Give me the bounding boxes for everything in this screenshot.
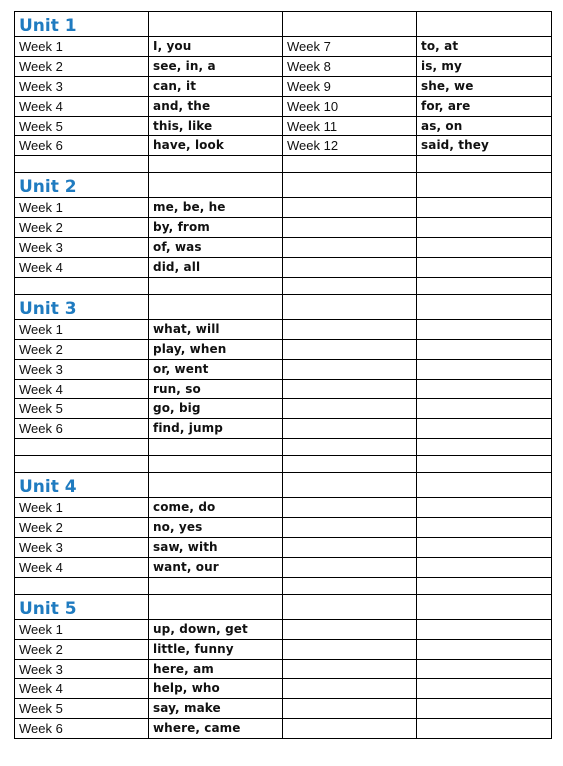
spacer-row <box>15 156 552 173</box>
empty-cell <box>283 439 417 456</box>
empty-cell <box>417 659 552 679</box>
empty-cell <box>15 456 149 473</box>
empty-cell <box>417 518 552 538</box>
empty-cell <box>283 339 417 359</box>
empty-cell <box>149 156 283 173</box>
empty-cell <box>149 577 283 594</box>
week-row <box>15 679 552 699</box>
empty-cell <box>283 619 417 639</box>
spacer-row <box>15 577 552 594</box>
week-row <box>15 498 552 518</box>
empty-cell <box>417 498 552 518</box>
empty-cell <box>417 619 552 639</box>
week-label: Week 1 <box>15 198 149 218</box>
empty-cell <box>149 594 283 619</box>
week-row <box>15 339 552 359</box>
empty-cell <box>149 439 283 456</box>
empty-cell <box>283 12 417 37</box>
empty-cell <box>283 557 417 577</box>
unit-header-row <box>15 294 552 319</box>
week-label: Week 6 <box>15 719 149 739</box>
week-label: Week 3 <box>15 76 149 96</box>
sight-words: is, my <box>417 56 552 76</box>
empty-cell <box>15 156 149 173</box>
empty-cell <box>417 218 552 238</box>
empty-cell <box>283 639 417 659</box>
week-row <box>15 96 552 116</box>
empty-cell <box>417 456 552 473</box>
empty-cell <box>283 238 417 258</box>
empty-cell <box>283 218 417 238</box>
empty-cell <box>417 258 552 278</box>
week-label: Week 4 <box>15 557 149 577</box>
spacer-row <box>15 277 552 294</box>
sight-words: up, down, get <box>149 619 283 639</box>
week-row <box>15 37 552 57</box>
empty-cell <box>149 473 283 498</box>
empty-cell <box>417 419 552 439</box>
empty-cell <box>283 379 417 399</box>
empty-cell <box>417 639 552 659</box>
empty-cell <box>283 294 417 319</box>
empty-cell <box>15 439 149 456</box>
sight-words: go, big <box>149 399 283 419</box>
unit-header-row <box>15 473 552 498</box>
sight-words: what, will <box>149 319 283 339</box>
empty-cell <box>283 359 417 379</box>
empty-cell <box>283 538 417 558</box>
empty-cell <box>283 399 417 419</box>
week-label: Week 2 <box>15 339 149 359</box>
week-row <box>15 399 552 419</box>
unit-title: Unit 1 <box>15 12 149 37</box>
empty-cell <box>417 294 552 319</box>
empty-cell <box>417 679 552 699</box>
sight-words: and, the <box>149 96 283 116</box>
empty-cell <box>149 12 283 37</box>
week-label: Week 11 <box>283 116 417 136</box>
empty-cell <box>417 473 552 498</box>
empty-cell <box>417 12 552 37</box>
week-label: Week 1 <box>15 319 149 339</box>
week-label: Week 9 <box>283 76 417 96</box>
empty-cell <box>283 473 417 498</box>
week-label: Week 2 <box>15 518 149 538</box>
week-label: Week 5 <box>15 699 149 719</box>
week-row <box>15 659 552 679</box>
sight-words: saw, with <box>149 538 283 558</box>
sight-words: this, like <box>149 116 283 136</box>
empty-cell <box>149 294 283 319</box>
empty-cell <box>417 198 552 218</box>
sight-words: did, all <box>149 258 283 278</box>
week-label: Week 8 <box>283 56 417 76</box>
sight-words: or, went <box>149 359 283 379</box>
week-label: Week 2 <box>15 639 149 659</box>
empty-cell <box>283 577 417 594</box>
sight-words: as, on <box>417 116 552 136</box>
empty-cell <box>283 156 417 173</box>
sight-words: me, be, he <box>149 198 283 218</box>
sight-words-table-body <box>15 12 552 739</box>
sight-words: here, am <box>149 659 283 679</box>
sight-words: no, yes <box>149 518 283 538</box>
unit-header-row <box>15 173 552 198</box>
sight-words: see, in, a <box>149 56 283 76</box>
empty-cell <box>417 594 552 619</box>
sight-words: by, from <box>149 218 283 238</box>
week-label: Week 2 <box>15 56 149 76</box>
sight-words: play, when <box>149 339 283 359</box>
empty-cell <box>15 277 149 294</box>
spacer-row <box>15 439 552 456</box>
week-row <box>15 359 552 379</box>
empty-cell <box>283 258 417 278</box>
sight-words: have, look <box>149 136 283 156</box>
empty-cell <box>417 557 552 577</box>
empty-cell <box>283 594 417 619</box>
unit-title: Unit 3 <box>15 294 149 319</box>
week-row <box>15 699 552 719</box>
empty-cell <box>149 277 283 294</box>
empty-cell <box>417 319 552 339</box>
empty-cell <box>417 173 552 198</box>
week-label: Week 4 <box>15 96 149 116</box>
spacer-row <box>15 456 552 473</box>
sight-words: want, our <box>149 557 283 577</box>
week-label: Week 4 <box>15 679 149 699</box>
week-row <box>15 56 552 76</box>
week-label: Week 10 <box>283 96 417 116</box>
week-row <box>15 379 552 399</box>
week-row <box>15 198 552 218</box>
week-row <box>15 258 552 278</box>
empty-cell <box>283 173 417 198</box>
empty-cell <box>417 379 552 399</box>
empty-cell <box>149 456 283 473</box>
week-row <box>15 419 552 439</box>
empty-cell <box>283 198 417 218</box>
sight-words: come, do <box>149 498 283 518</box>
empty-cell <box>283 498 417 518</box>
week-label: Week 1 <box>15 498 149 518</box>
empty-cell <box>15 577 149 594</box>
empty-cell <box>417 339 552 359</box>
unit-header-row <box>15 12 552 37</box>
empty-cell <box>417 719 552 739</box>
sight-words: where, came <box>149 719 283 739</box>
sight-words: little, funny <box>149 639 283 659</box>
empty-cell <box>283 319 417 339</box>
empty-cell <box>283 456 417 473</box>
week-label: Week 4 <box>15 379 149 399</box>
empty-cell <box>283 518 417 538</box>
empty-cell <box>283 659 417 679</box>
week-label: Week 4 <box>15 258 149 278</box>
empty-cell <box>149 173 283 198</box>
empty-cell <box>417 439 552 456</box>
empty-cell <box>417 277 552 294</box>
sight-words-table <box>14 11 552 739</box>
week-row <box>15 557 552 577</box>
week-label: Week 2 <box>15 218 149 238</box>
week-label: Week 1 <box>15 619 149 639</box>
week-label: Week 6 <box>15 136 149 156</box>
week-row <box>15 319 552 339</box>
sight-words: run, so <box>149 379 283 399</box>
empty-cell <box>283 699 417 719</box>
sight-words: can, it <box>149 76 283 96</box>
unit-title: Unit 5 <box>15 594 149 619</box>
week-row <box>15 619 552 639</box>
sight-words: for, are <box>417 96 552 116</box>
empty-cell <box>417 238 552 258</box>
empty-cell <box>417 538 552 558</box>
week-row <box>15 218 552 238</box>
sight-words: say, make <box>149 699 283 719</box>
empty-cell <box>417 699 552 719</box>
unit-title: Unit 4 <box>15 473 149 498</box>
empty-cell <box>283 679 417 699</box>
week-row <box>15 639 552 659</box>
week-row <box>15 518 552 538</box>
sight-words: to, at <box>417 37 552 57</box>
unit-title: Unit 2 <box>15 173 149 198</box>
week-label: Week 5 <box>15 399 149 419</box>
sight-words: help, who <box>149 679 283 699</box>
empty-cell <box>283 719 417 739</box>
week-row <box>15 116 552 136</box>
empty-cell <box>417 359 552 379</box>
week-row <box>15 76 552 96</box>
empty-cell <box>283 419 417 439</box>
week-label: Week 3 <box>15 659 149 679</box>
week-label: Week 7 <box>283 37 417 57</box>
week-label: Week 1 <box>15 37 149 57</box>
empty-cell <box>283 277 417 294</box>
week-row <box>15 136 552 156</box>
week-row <box>15 719 552 739</box>
week-label: Week 6 <box>15 419 149 439</box>
empty-cell <box>417 577 552 594</box>
empty-cell <box>417 156 552 173</box>
sight-words: I, you <box>149 37 283 57</box>
week-label: Week 12 <box>283 136 417 156</box>
week-label: Week 3 <box>15 359 149 379</box>
week-row <box>15 538 552 558</box>
sight-words: said, they <box>417 136 552 156</box>
week-label: Week 3 <box>15 538 149 558</box>
sight-words: of, was <box>149 238 283 258</box>
sight-words: she, we <box>417 76 552 96</box>
unit-header-row <box>15 594 552 619</box>
week-row <box>15 238 552 258</box>
week-label: Week 5 <box>15 116 149 136</box>
week-label: Week 3 <box>15 238 149 258</box>
sight-words: find, jump <box>149 419 283 439</box>
empty-cell <box>417 399 552 419</box>
